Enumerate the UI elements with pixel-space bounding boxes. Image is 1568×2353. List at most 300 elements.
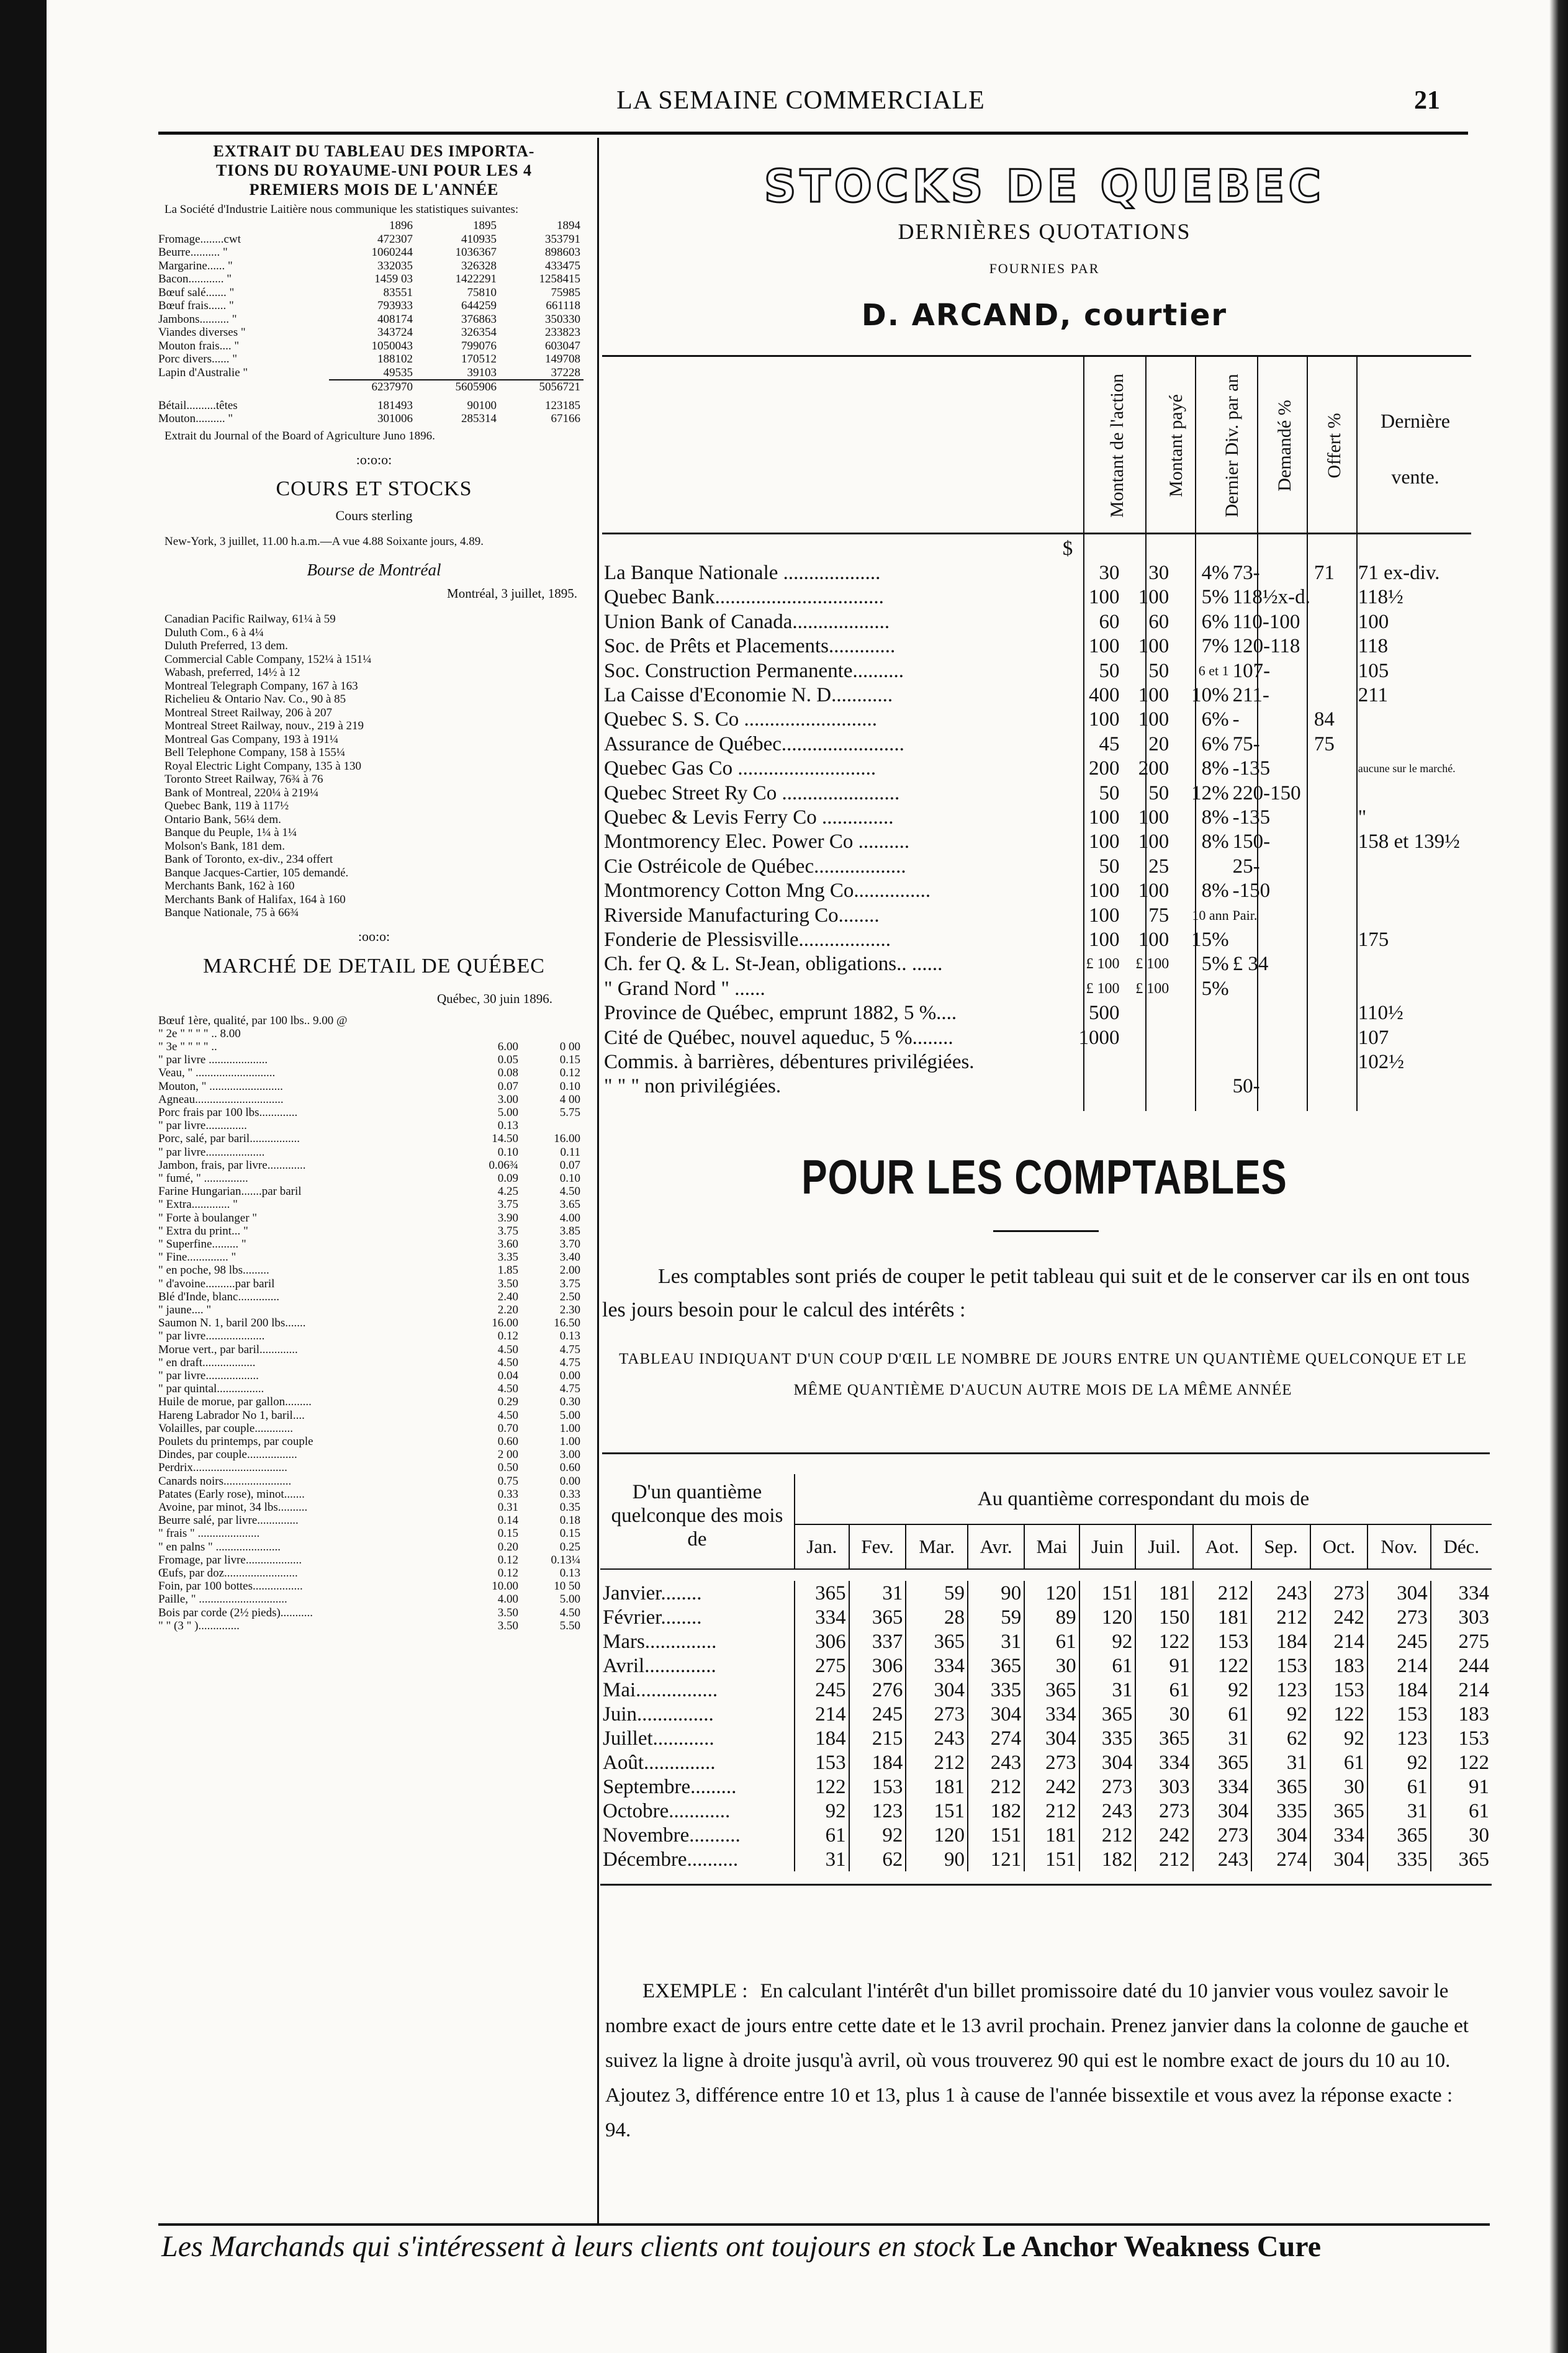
days-value: 121 xyxy=(968,1847,1024,1871)
month-col-header: Mar. xyxy=(906,1524,968,1569)
stock-vente: 105 xyxy=(1358,659,1389,682)
days-value: 153 xyxy=(1367,1702,1431,1726)
stock-name: Soc. de Prêts et Placements............. xyxy=(604,635,896,658)
stock-div: 6% xyxy=(1201,610,1229,633)
stock-vente xyxy=(1356,708,1471,732)
days-value: 184 xyxy=(849,1750,906,1775)
price-high: 2.30 xyxy=(559,1303,580,1316)
month-label: Mars.............. xyxy=(600,1629,795,1653)
import-value: 67166 xyxy=(551,412,580,425)
price-row xyxy=(158,1369,590,1382)
quote-item: Wabash, preferred, 14½ à 12 xyxy=(164,666,300,679)
example-paragraph xyxy=(605,1974,1480,2148)
stock-row xyxy=(602,708,1471,732)
stock-montant: 100 xyxy=(1088,806,1120,829)
import-label: Lapin d'Australie " xyxy=(158,366,248,379)
days-value: 337 xyxy=(849,1629,906,1653)
days-value: 245 xyxy=(1367,1629,1431,1653)
stock-name: Fonderie de Plessisville.................. xyxy=(604,928,891,951)
price-high: 0.18 xyxy=(559,1514,580,1527)
stock-div: 12% xyxy=(1191,781,1229,804)
days-value: 31 xyxy=(1367,1799,1431,1823)
price-high: 0.12 xyxy=(559,1066,580,1080)
price-high: 2.50 xyxy=(559,1290,580,1303)
page-number: 21 xyxy=(1414,86,1440,115)
stock-row xyxy=(602,952,1471,976)
days-row xyxy=(600,1750,1492,1775)
import-label: Jambons.......... " xyxy=(158,312,237,326)
stock-vente: 102½ xyxy=(1358,1050,1405,1073)
import-value: 376863 xyxy=(461,312,497,326)
quote-item: Duluth Preferred, 13 dem. xyxy=(164,639,288,652)
days-value: 244 xyxy=(1458,1654,1489,1677)
days-value: 181 xyxy=(906,1775,968,1799)
month-col-header: Juin xyxy=(1079,1524,1136,1569)
price-row xyxy=(158,1303,590,1316)
price-low: 4.50 xyxy=(497,1343,518,1356)
days-value: 304 xyxy=(1367,1581,1431,1605)
price-label: Œufs, par doz......................... xyxy=(158,1567,298,1580)
stock-name: Riverside Manufacturing Co........ xyxy=(604,904,880,927)
days-value: 183 xyxy=(1310,1653,1367,1678)
price-low: 0.10 xyxy=(497,1145,518,1159)
days-value: 365 xyxy=(1135,1726,1192,1750)
days-value: 365 xyxy=(1193,1750,1252,1775)
stock-vente xyxy=(1356,903,1471,927)
comptables-title: POUR LES COMPTABLES xyxy=(801,1151,1287,1205)
days-value: 245 xyxy=(795,1678,849,1702)
price-label: " Extra............. " xyxy=(158,1198,238,1212)
stock-row xyxy=(602,1025,1471,1050)
stock-paye: 100 xyxy=(1138,684,1169,707)
price-label: Poulets du printemps, par couple xyxy=(158,1435,313,1448)
days-value: 212 xyxy=(968,1775,1024,1799)
price-low: 10.00 xyxy=(492,1580,518,1593)
price-label: Foin, par 100 bottes................. xyxy=(158,1580,303,1593)
stock-off xyxy=(1312,610,1356,634)
import-value: 170512 xyxy=(461,353,497,366)
days-value: 245 xyxy=(849,1702,906,1726)
stock-name: La Banque Nationale ................... xyxy=(604,562,881,585)
price-low: 0.07 xyxy=(497,1079,518,1093)
price-label: Paille, " .............................. xyxy=(158,1593,287,1606)
days-value: 92 xyxy=(1251,1702,1310,1726)
price-label: " Superfine......... " xyxy=(158,1237,246,1251)
days-value: 92 xyxy=(1310,1726,1367,1750)
price-high: 0.00 xyxy=(559,1369,580,1382)
price-label: " frais " ..................... xyxy=(158,1527,260,1541)
price-high: 4.00 xyxy=(559,1211,580,1225)
stock-dem: Pair. xyxy=(1232,907,1258,923)
import-value: 39103 xyxy=(467,366,497,379)
price-high: 0.13¼ xyxy=(551,1553,580,1567)
stock-vente xyxy=(1356,952,1471,976)
price-low: 14.50 xyxy=(492,1132,518,1146)
import-value: 603047 xyxy=(545,339,580,353)
price-label: " Fine.............. " xyxy=(158,1251,237,1264)
stock-name: Commis. à barrières, débentures privilégiées. xyxy=(604,1050,975,1073)
days-value: 30 xyxy=(1135,1702,1192,1726)
price-label: Huile de morue, par gallon......... xyxy=(158,1395,312,1409)
import-value: 75810 xyxy=(467,286,497,299)
marche-date: Québec, 30 juin 1896. xyxy=(436,991,552,1006)
row-header: D'un quantième quelconque des mois de xyxy=(600,1474,795,1569)
stock-div xyxy=(1171,1074,1230,1099)
days-value: 182 xyxy=(1079,1847,1136,1871)
stock-dem xyxy=(1231,1050,1312,1074)
price-low: 2 00 xyxy=(497,1448,518,1462)
price-label: Fromage, par livre................... xyxy=(158,1553,302,1567)
price-row xyxy=(158,1132,590,1145)
days-value: 183 xyxy=(1458,1703,1489,1725)
stock-row xyxy=(602,927,1471,952)
footer-bold: Le Anchor Weakness Cure xyxy=(982,2230,1322,2263)
days-row xyxy=(600,1581,1492,1605)
month-col-header: Aot. xyxy=(1193,1524,1252,1569)
stock-paye: 60 xyxy=(1148,610,1169,633)
days-value: 181 xyxy=(1024,1823,1079,1847)
days-row xyxy=(600,1653,1492,1678)
price-row xyxy=(158,1014,590,1027)
import-value: 301006 xyxy=(377,412,413,425)
days-value: 120 xyxy=(1024,1581,1079,1605)
price-low: 4.00 xyxy=(497,1593,518,1606)
price-label: " par livre .................... xyxy=(158,1053,268,1067)
marche-section xyxy=(158,953,590,1633)
price-label: Porc frais par 100 lbs............. xyxy=(158,1105,298,1119)
price-row xyxy=(158,1356,590,1369)
days-value: 61 xyxy=(1079,1653,1136,1678)
days-value: 92 xyxy=(795,1799,849,1823)
price-low: 0.15 xyxy=(497,1527,518,1541)
comptables-intro: Les comptables sont priés de couper le petit tableau qui suit et de le conserver car ils en ont tous les jours besoin pour le calcul des intérêts : xyxy=(602,1265,1470,1321)
days-value: 151 xyxy=(906,1799,968,1823)
stock-dem: 150- xyxy=(1232,830,1271,853)
days-value: 184 xyxy=(795,1726,849,1750)
imports-title-1: EXTRAIT DU TABLEAU DES IMPORTA- xyxy=(213,142,535,160)
month-label: Septembre......... xyxy=(600,1775,795,1799)
days-value: 214 xyxy=(1458,1678,1489,1701)
price-high: 0.13 xyxy=(559,1329,580,1343)
stock-off xyxy=(1312,634,1356,659)
stock-montant: 50 xyxy=(1099,659,1120,682)
price-low: 0.31 xyxy=(497,1501,518,1514)
price-high: 0.07 xyxy=(559,1158,580,1172)
price-low: 0.13 xyxy=(497,1119,518,1133)
price-row xyxy=(158,1264,590,1277)
import-value: 149708 xyxy=(545,353,580,366)
imports-title-3: PREMIERS MOIS DE L'ANNÉE xyxy=(249,181,499,199)
days-value: 273 xyxy=(1135,1799,1192,1823)
stock-off xyxy=(1312,927,1356,952)
days-value: 92 xyxy=(1079,1629,1136,1653)
days-value: 212 xyxy=(1024,1799,1079,1823)
price-row xyxy=(158,1251,590,1264)
price-low: 16.00 xyxy=(492,1316,518,1330)
import-label: Porc divers...... " xyxy=(158,353,238,366)
stocks-col-header: Demandé % xyxy=(1274,400,1295,492)
price-row xyxy=(158,1238,590,1251)
month-col-header: Oct. xyxy=(1310,1524,1367,1569)
days-value: 61 xyxy=(1367,1775,1431,1799)
days-value: 276 xyxy=(849,1678,906,1702)
price-label: " par livre.............. xyxy=(158,1119,247,1133)
days-value: 273 xyxy=(1193,1823,1252,1847)
stock-vente xyxy=(1356,854,1471,878)
stock-name: Soc. Construction Permanente.......... xyxy=(604,659,904,682)
price-low: 4.25 xyxy=(497,1185,518,1199)
days-value: 273 xyxy=(1024,1750,1079,1775)
days-value: 153 xyxy=(1251,1653,1310,1678)
marche-title: MARCHÉ DE DETAIL DE QUÉBEC xyxy=(203,954,545,978)
sterling-title: Cours sterling xyxy=(335,507,413,523)
price-high: 5.50 xyxy=(559,1619,580,1632)
stock-row xyxy=(602,903,1471,927)
footer-italic: Les Marchands qui s'intéressent à leurs clients ont toujours en stock xyxy=(161,2230,975,2263)
stock-vente: 107 xyxy=(1358,1026,1389,1049)
days-value: 273 xyxy=(1310,1581,1367,1605)
days-value: 151 xyxy=(1079,1581,1136,1605)
price-high: 0.15 xyxy=(559,1053,580,1067)
stock-div xyxy=(1171,1050,1230,1074)
price-high: 5.00 xyxy=(559,1408,580,1422)
price-low: 3.75 xyxy=(497,1198,518,1212)
import-value: 233823 xyxy=(545,326,580,339)
price-row xyxy=(158,1106,590,1119)
days-value: 273 xyxy=(1079,1775,1136,1799)
stock-off xyxy=(1312,1001,1356,1025)
import-row xyxy=(158,259,590,273)
days-value: 274 xyxy=(1251,1847,1310,1871)
price-row xyxy=(158,1225,590,1238)
stock-off xyxy=(1312,757,1356,781)
stock-div: 10 ann xyxy=(1192,907,1229,923)
days-value: 122 xyxy=(1193,1653,1252,1678)
stock-row xyxy=(602,1001,1471,1025)
stock-paye: 20 xyxy=(1148,732,1169,755)
bourse-title: Bourse de Montréal xyxy=(307,560,441,579)
price-row xyxy=(158,1606,590,1619)
price-high: 3.70 xyxy=(559,1237,580,1251)
stock-row xyxy=(602,560,1471,585)
price-row xyxy=(158,1488,590,1501)
price-high: 0.10 xyxy=(559,1079,580,1093)
stock-name: Quebec Street Ry Co ....................... xyxy=(604,781,900,804)
import-value: 793933 xyxy=(377,299,413,312)
journal-title: LA SEMAINE COMMERCIALE xyxy=(616,86,985,115)
days-value: 304 xyxy=(1310,1847,1367,1871)
price-label: Saumon N. 1, baril 200 lbs....... xyxy=(158,1316,306,1330)
price-high: 1.00 xyxy=(559,1421,580,1435)
days-value: 61 xyxy=(1310,1750,1367,1775)
import-value: 353791 xyxy=(545,232,580,246)
price-low: 0.12 xyxy=(497,1329,518,1343)
stock-montant: 100 xyxy=(1088,586,1120,609)
price-low xyxy=(462,1014,518,1027)
stock-montant: 500 xyxy=(1088,1002,1120,1025)
stock-dem: 220-150 xyxy=(1232,781,1301,804)
import-value: 1036367 xyxy=(455,246,497,259)
price-row xyxy=(158,1461,590,1474)
import-value: 326328 xyxy=(461,259,497,272)
days-row xyxy=(600,1823,1492,1847)
stock-montant: 50 xyxy=(1099,855,1120,878)
price-label: " d'avoine..........par baril xyxy=(158,1277,275,1290)
stock-div: 6 et 1 xyxy=(1198,662,1229,678)
price-row xyxy=(158,1119,590,1132)
price-high: 16.00 xyxy=(554,1132,580,1146)
stock-montant: 100 xyxy=(1088,708,1120,731)
import-value: 472307 xyxy=(377,232,413,246)
quote-item: Banque Jacques-Cartier, 105 demandé. xyxy=(164,866,349,880)
stock-dem: 73- xyxy=(1232,562,1260,585)
stock-dem: -135 xyxy=(1232,806,1271,829)
imports-years: 1896 1895 1894 xyxy=(389,219,580,232)
stock-paye: 100 xyxy=(1138,708,1169,731)
stock-off xyxy=(1312,903,1356,927)
days-value: 91 xyxy=(1135,1653,1192,1678)
days-value: 212 xyxy=(906,1750,968,1775)
import-value: 1459 03 xyxy=(374,272,413,286)
stock-row xyxy=(602,1050,1471,1074)
days-value: 243 xyxy=(906,1726,968,1750)
stock-dem: - xyxy=(1232,708,1240,731)
days-value: 184 xyxy=(1251,1629,1310,1653)
price-high: 5.00 xyxy=(559,1593,580,1606)
days-value: 306 xyxy=(849,1653,906,1678)
stock-dem: 211- xyxy=(1232,684,1269,707)
stock-name: Ch. fer Q. & L. St-Jean, obligations.. ...... xyxy=(604,953,943,976)
price-label: Farine Hungarian.......par baril xyxy=(158,1185,302,1199)
days-row xyxy=(600,1775,1492,1799)
imports-table-livestock xyxy=(158,399,590,426)
stock-paye xyxy=(1121,1074,1171,1099)
footer-rule xyxy=(158,2223,1490,2226)
price-row xyxy=(158,1290,590,1303)
price-row xyxy=(158,1316,590,1329)
quote-item: Montreal Gas Company, 193 à 191¼ xyxy=(164,732,339,746)
price-label: Mouton, " ......................... xyxy=(158,1079,283,1093)
days-value: 243 xyxy=(1193,1847,1252,1871)
price-label: " par quintal................ xyxy=(158,1382,264,1396)
days-value: 120 xyxy=(1079,1605,1136,1629)
import-row xyxy=(158,366,590,380)
comptables-table-title: TABLEAU INDIQUANT D'UN COUP D'ŒIL LE NOMBRE DE JOURS ENTRE UN QUANTIÈME QUELCONQUE ET LE MÊME QUANTIÈME D'AUCUN AUTRE MOIS DE LA MÊME ANNÉE xyxy=(619,1351,1467,1398)
days-value: 31 xyxy=(1193,1726,1252,1750)
days-value: 334 xyxy=(1310,1823,1367,1847)
import-value: 433475 xyxy=(545,259,580,272)
quote-item: Montreal Street Railway, nouv., 219 à 219 xyxy=(164,719,364,732)
stock-div: 8% xyxy=(1201,806,1229,829)
stock-row xyxy=(602,757,1471,781)
price-row xyxy=(158,1435,590,1448)
stock-row xyxy=(602,1074,1471,1099)
days-value: 61 xyxy=(1469,1799,1489,1822)
ornament-divider-2: :oo:o: xyxy=(358,928,390,944)
stock-div: 5% xyxy=(1201,977,1229,1000)
price-row xyxy=(158,1382,590,1395)
import-value: 1258415 xyxy=(539,272,580,286)
bourse-date: Montréal, 3 juillet, 1895. xyxy=(447,586,577,601)
stock-off xyxy=(1312,1050,1356,1074)
import-value: 1050043 xyxy=(371,339,413,353)
stock-off: 84 xyxy=(1313,708,1335,731)
scan-edge-right xyxy=(1549,0,1568,2353)
days-value: 181 xyxy=(1135,1581,1192,1605)
days-value: 122 xyxy=(1135,1629,1192,1653)
import-row xyxy=(158,272,590,286)
price-low: 3.75 xyxy=(497,1224,518,1238)
days-value: 31 xyxy=(1251,1750,1310,1775)
price-low: 3.50 xyxy=(497,1606,518,1619)
example-text: En calculant l'intérêt d'un billet promissoire daté du 10 janvier vous voulez savoir le nombre exact de jours entre cette date et le 13 avril prochain. Prenez janvier dans la colonne de gauche et suivez la ligne à droite jusqu'à avril, où vous trouverez 90 qui est le nombre exact de jours du 10 au 10. Ajoutez 3, différence entre 10 et 13, plus 1 à cause de l'année bissextile et vous avez la réponse exacte : 94. xyxy=(605,1980,1469,2141)
price-row xyxy=(158,1514,590,1527)
stock-dem xyxy=(1231,1025,1312,1050)
days-value: 365 xyxy=(795,1581,849,1605)
price-row xyxy=(158,1198,590,1211)
quote-item: Merchants Bank of Halifax, 164 à 160 xyxy=(164,893,346,906)
month-label: Décembre.......... xyxy=(600,1847,795,1871)
price-low: 0.12 xyxy=(497,1553,518,1567)
stock-vente xyxy=(1356,781,1471,805)
days-value: 30 xyxy=(1024,1653,1079,1678)
stocks-spacer xyxy=(602,536,1061,560)
stock-name: Quebec S. S. Co .......................... xyxy=(604,708,877,731)
days-value: 304 xyxy=(968,1702,1024,1726)
days-value: 59 xyxy=(906,1581,968,1605)
stock-montant xyxy=(1061,1050,1122,1074)
stock-row xyxy=(602,854,1471,878)
imports-title-2: TIONS DU ROYAUME-UNI POUR LES 4 xyxy=(216,161,532,179)
days-value: 212 xyxy=(1079,1823,1136,1847)
month-label: Juin............... xyxy=(600,1702,795,1726)
price-label: Perdrix................................ xyxy=(158,1461,287,1475)
stock-dem: 118½x-d. xyxy=(1232,586,1310,609)
days-value: 212 xyxy=(1193,1581,1252,1605)
last-sale-header-2: vente. xyxy=(1391,466,1440,488)
price-low: 0.20 xyxy=(497,1540,518,1554)
price-low: 4.50 xyxy=(497,1408,518,1422)
days-value: 365 xyxy=(1079,1702,1136,1726)
price-row xyxy=(158,1619,590,1632)
import-label: Bœuf frais...... " xyxy=(158,299,234,312)
days-value: 31 xyxy=(795,1847,849,1871)
price-low: 0.29 xyxy=(497,1395,518,1409)
stock-name: Cie Ostréicole de Québec.................. xyxy=(604,855,906,878)
price-high: 16.50 xyxy=(554,1316,580,1330)
stock-paye: 50 xyxy=(1148,781,1169,804)
stock-div xyxy=(1171,1001,1230,1025)
stock-dem: 110-100 xyxy=(1232,610,1300,633)
price-label: Beurre salé, par livre.............. xyxy=(158,1514,299,1527)
days-value: 365 xyxy=(906,1629,968,1653)
stock-off xyxy=(1312,683,1356,707)
quote-item: Banque du Peuple, 1¼ à 1¼ xyxy=(164,826,297,839)
days-value: 62 xyxy=(849,1847,906,1871)
price-high: 4.75 xyxy=(559,1356,580,1369)
price-label: Bœuf 1ère, qualité, par 100 lbs.. 9.00 @ xyxy=(158,1014,348,1027)
days-value: 334 xyxy=(906,1653,968,1678)
price-label: Jambon, frais, par livre............. xyxy=(158,1158,306,1172)
price-low: 5.00 xyxy=(497,1105,518,1119)
sterling-text: New-York, 3 juillet, 11.00 h.a.m.—A vue 4.88 Soixante jours, 4.89. xyxy=(164,534,484,548)
price-label: " fumé, " ............... xyxy=(158,1171,248,1185)
stock-paye xyxy=(1121,1050,1171,1074)
stock-montant: 30 xyxy=(1099,562,1120,585)
price-high: 0.25 xyxy=(559,1540,580,1554)
stocks-title: STOCKS DE QUEBEC xyxy=(764,160,1325,212)
stock-row xyxy=(602,610,1471,634)
